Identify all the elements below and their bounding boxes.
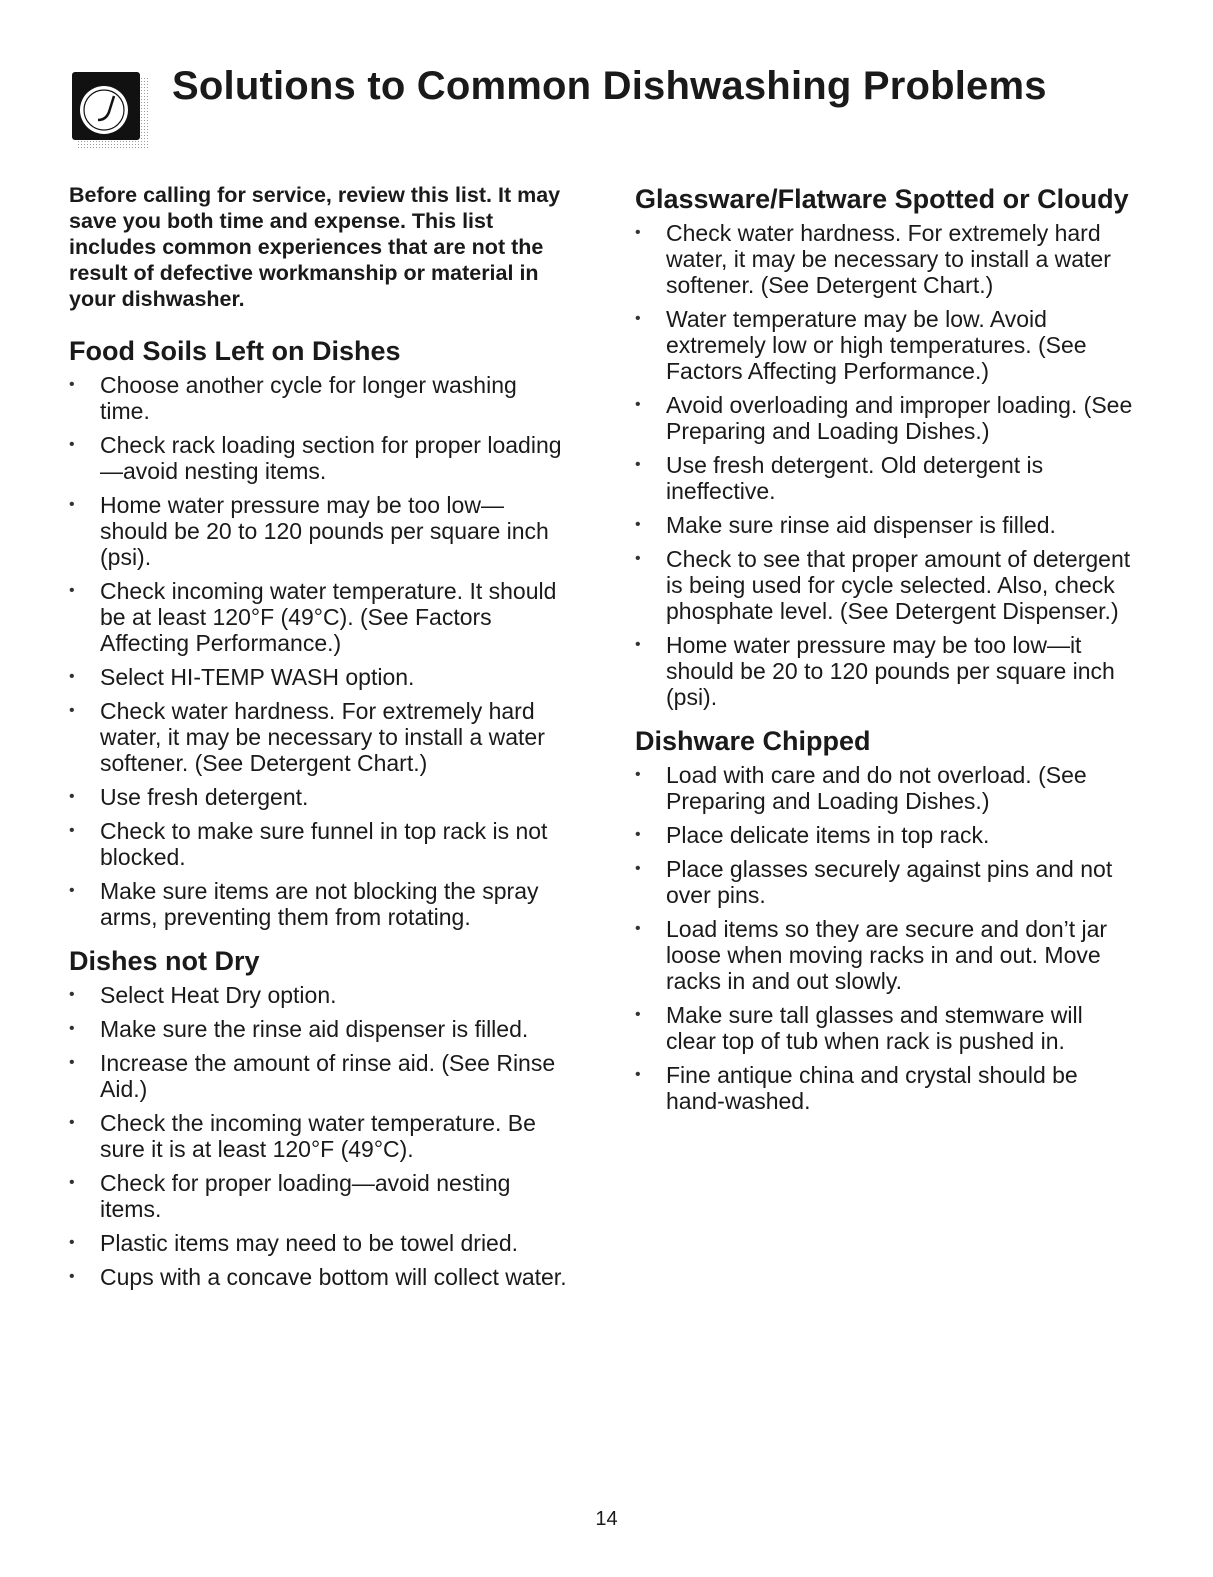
list-item: • Place delicate items in top rack. — [635, 822, 1135, 848]
intro-paragraph: Before calling for service, review this list. It may save you both time and expense. This list includes common experiences that are not the result of defective workmanship or material in your dishwasher. — [69, 183, 561, 311]
list-item: • Use fresh detergent. Old detergent is ineffective. — [635, 452, 1135, 504]
list-item: • Select Heat Dry option. — [69, 982, 569, 1008]
list-glassware-spotted — [635, 220, 1135, 710]
list-item: • Choose another cycle for longer washing time. — [69, 372, 569, 424]
section-title-glassware-spotted: Glassware/Flatware Spotted or Cloudy — [635, 184, 1129, 214]
list-item: • Plastic items may need to be towel dried. — [69, 1230, 569, 1256]
list-item: • Fine antique china and crystal should be hand-washed. — [635, 1062, 1135, 1114]
list-item: • Check to make sure funnel in top rack is not blocked. — [69, 818, 569, 870]
list-item: • Check rack loading section for proper loading—avoid nesting items. — [69, 432, 569, 484]
list-dishes-not-dry — [69, 982, 569, 1290]
list-item: • Load with care and do not overload. (See Preparing and Loading Dishes.) — [635, 762, 1135, 814]
list-item: • Check the incoming water temperature. Be sure it is at least 120°F (49°C). — [69, 1110, 569, 1162]
section-title-dishes-not-dry: Dishes not Dry — [69, 946, 260, 976]
list-item: • Select HI-TEMP WASH option. — [69, 664, 569, 690]
page-header — [70, 64, 1170, 154]
list-item: • Check for proper loading—avoid nesting items. — [69, 1170, 569, 1222]
list-item: • Use fresh detergent. — [69, 784, 569, 810]
list-item: • Avoid overloading and improper loading. (See Preparing and Loading Dishes.) — [635, 392, 1135, 444]
section-title-dishware-chipped: Dishware Chipped — [635, 726, 871, 756]
list-item: • Check incoming water temperature. It should be at least 120°F (49°C). (See Factors Affecting Performance.) — [69, 578, 569, 656]
list-food-soils — [69, 372, 569, 930]
list-item: • Check water hardness. For extremely hard water, it may be necessary to install a water softener. (See Detergent Chart.) — [635, 220, 1135, 298]
section-title-food-soils: Food Soils Left on Dishes — [69, 336, 401, 366]
list-item: • Home water pressure may be too low—should be 20 to 120 pounds per square inch (psi). — [69, 492, 569, 570]
list-item: • Place glasses securely against pins and not over pins. — [635, 856, 1135, 908]
list-item: • Make sure the rinse aid dispenser is filled. — [69, 1016, 569, 1042]
page-number: 14 — [595, 1508, 618, 1530]
list-item: • Check to see that proper amount of detergent is being used for cycle selected. Also, check phosphate level. (See Detergent Dispenser.) — [635, 546, 1135, 624]
page-title: Solutions to Common Dishwashing Problems — [172, 64, 1047, 108]
list-item: • Water temperature may be low. Avoid extremely low or high temperatures. (See Factors Affecting Performance.) — [635, 306, 1135, 384]
list-item: • Load items so they are secure and don’t jar loose when moving racks in and out. Move racks in and out slowly. — [635, 916, 1135, 994]
left-column — [69, 182, 569, 1298]
list-item: • Make sure rinse aid dispenser is filled. — [635, 512, 1135, 538]
list-dishware-chipped — [635, 762, 1135, 1114]
list-item: • Home water pressure may be too low—it should be 20 to 120 pounds per square inch (psi). — [635, 632, 1135, 710]
list-item: • Make sure tall glasses and stemware will clear top of tub when rack is pushed in. — [635, 1002, 1135, 1054]
list-item: • Make sure items are not blocking the spray arms, preventing them from rotating. — [69, 878, 569, 930]
list-item: • Cups with a concave bottom will collect water. — [69, 1264, 569, 1290]
list-item: • Check water hardness. For extremely hard water, it may be necessary to install a water softener. (See Detergent Chart.) — [69, 698, 569, 776]
dishwasher-dial-icon — [72, 72, 150, 148]
right-column — [635, 182, 1135, 1122]
list-item: • Increase the amount of rinse aid. (See Rinse Aid.) — [69, 1050, 569, 1102]
